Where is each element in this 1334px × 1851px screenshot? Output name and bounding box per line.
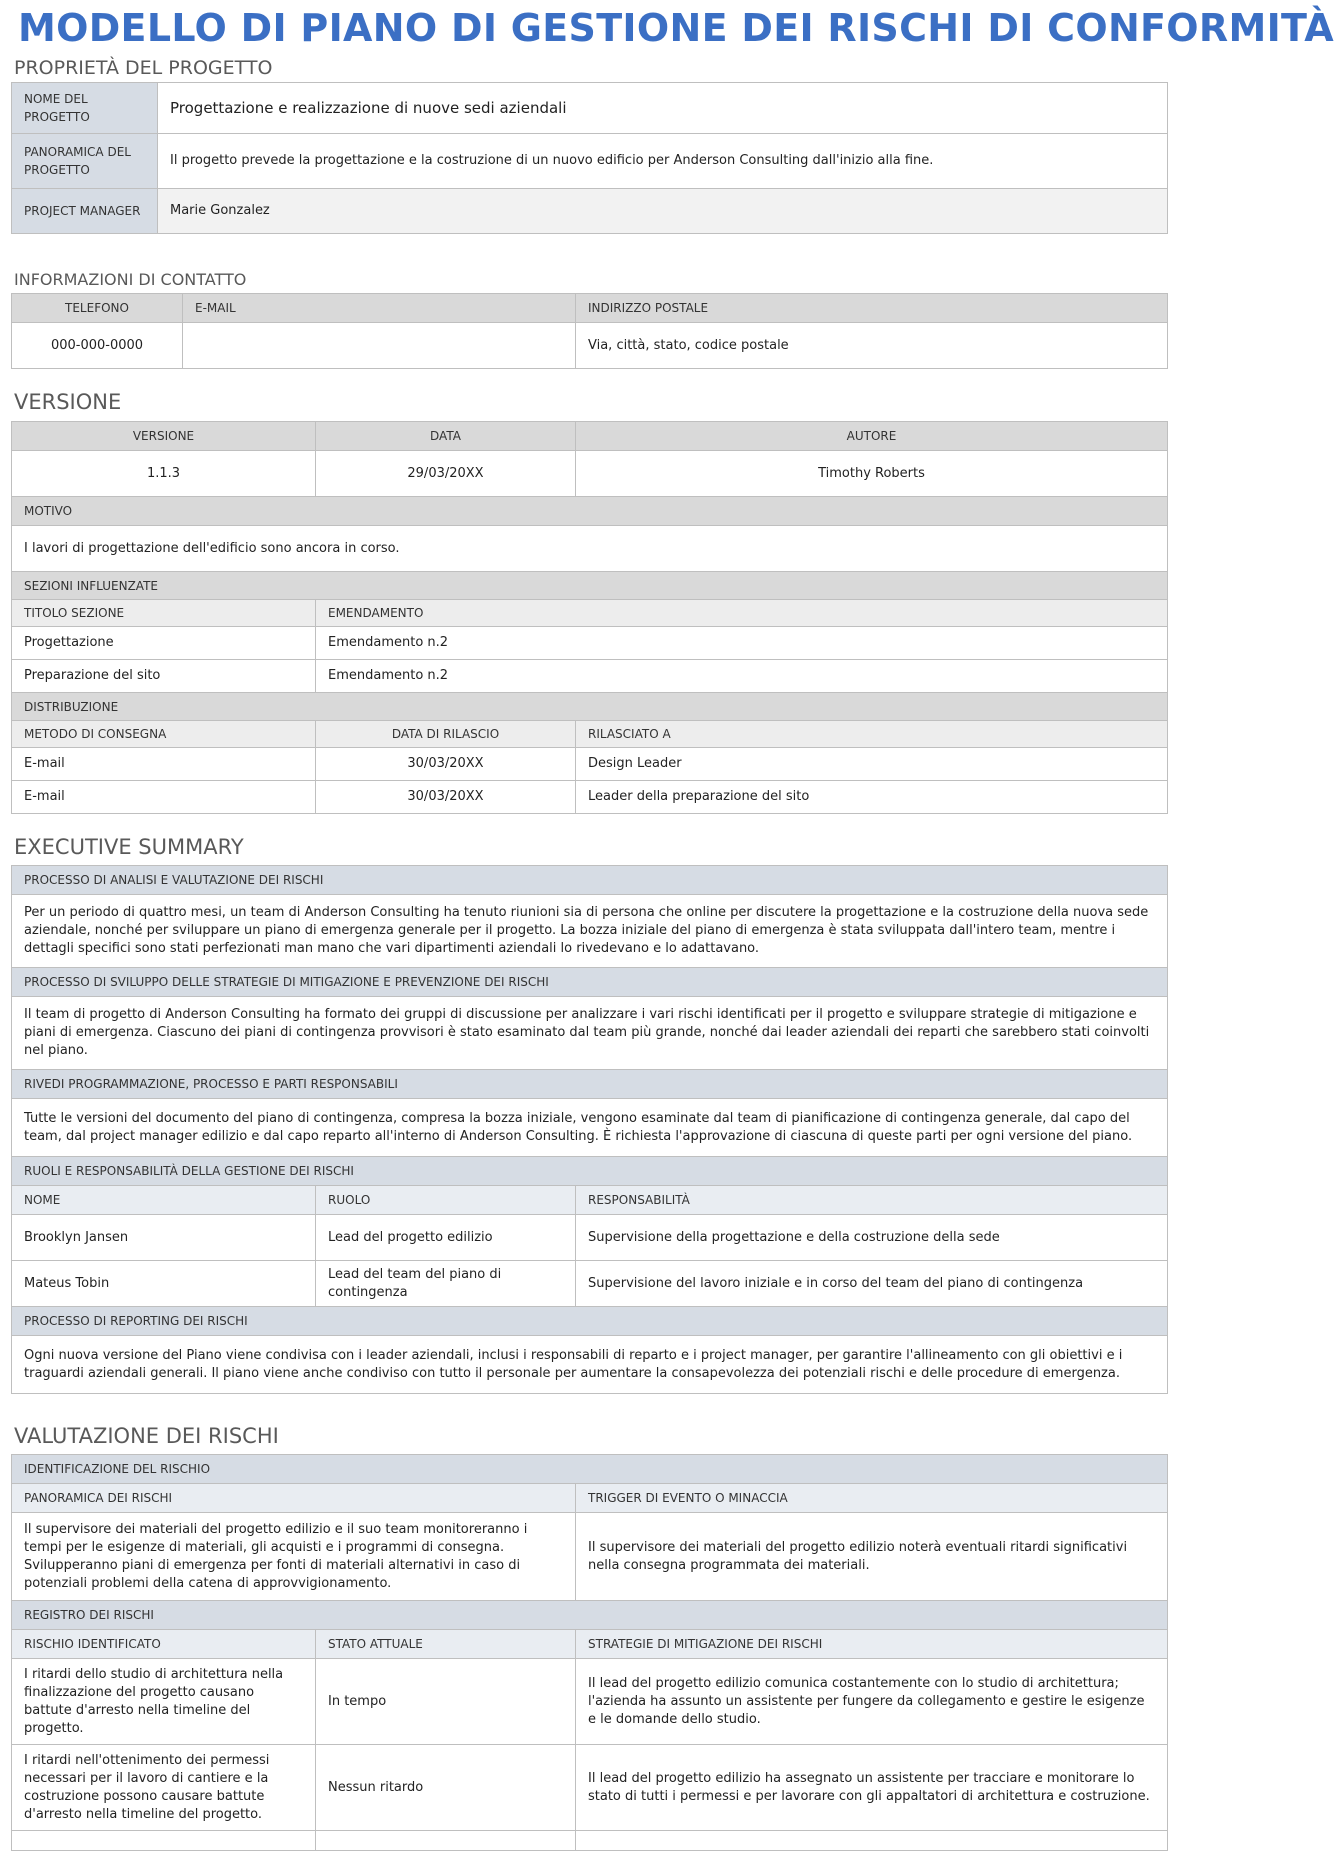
analysis-text[interactable]: Per un periodo di quattro mesi, un team di Anderson Consulting ha tenuto riunioni sia di persona che online per discutere la progettazione e la costruzione della nuova sede aziendale, nonché per sviluppare un piano di emergenza generale per il progetto. La bozza iniziale del piano di emergenza è stata sviluppata dall'intero team, mentre i dettagli specifici sono stati perfezionati man mano che vari dipartimenti aziendali lo rivedevano e lo adattavano. (12, 895, 1168, 968)
roles-label: RUOLI E RESPONSABILITÀ DELLA GESTIONE DEI RISCHI (12, 1157, 1168, 1186)
project-properties-heading: PROPRIETÀ DEL PROGETTO (14, 57, 273, 79)
role-row (12, 1261, 1168, 1307)
contact-table (11, 293, 1168, 369)
register-label: REGISTRO DEI RISCHI (12, 1601, 1168, 1630)
released-to-col: RILASCIATO A (576, 721, 1168, 748)
section-title-col: TITOLO SEZIONE (12, 600, 316, 627)
reason-value[interactable]: I lavori di progettazione dell'edificio sono ancora in corso. (12, 526, 1168, 572)
section-row (12, 627, 1168, 660)
phone-label: TELEFONO (12, 294, 183, 323)
author-label: AUTORE (576, 422, 1168, 451)
status-col: STATO ATTUALE (316, 1630, 576, 1659)
email-value[interactable] (183, 323, 576, 369)
address-value[interactable]: Via, città, stato, codice postale (576, 323, 1168, 369)
name-col: NOME (12, 1186, 316, 1215)
distribution-method[interactable]: E-mail (12, 748, 316, 781)
project-manager-label: PROJECT MANAGER (12, 189, 158, 234)
executive-summary-heading: EXECUTIVE SUMMARY (14, 835, 244, 859)
version-value[interactable]: 1.1.3 (12, 451, 316, 497)
release-date-col: DATA DI RILASCIO (316, 721, 576, 748)
register-row (12, 1659, 1168, 1745)
register-row (12, 1745, 1168, 1831)
role-responsibility[interactable]: Supervisione del lavoro iniziale e in corso del team del piano di contingenza (576, 1261, 1168, 1307)
distribution-label: DISTRIBUZIONE (12, 693, 1168, 721)
project-overview-label: PANORAMICA DEL PROGETTO (12, 134, 158, 189)
register-empty-cell[interactable] (316, 1831, 576, 1851)
trigger-text[interactable]: Il supervisore dei materiali del progetto edilizio noterà eventuali ritardi significativi nella consegna programmata dei materiali. (576, 1513, 1168, 1601)
register-strategy[interactable]: Il lead del progetto edilizio comunica costantemente con lo studio di architettura; l'azienda ha assunto un assistente per fungere da collegamento e gestire le esigenze e le domande dello studio. (576, 1659, 1168, 1745)
distribution-date[interactable]: 30/03/20XX (316, 748, 576, 781)
analysis-label: PROCESSO DI ANALISI E VALUTAZIONE DEI RISCHI (12, 866, 1168, 895)
responsibility-col: RESPONSABILITÀ (576, 1186, 1168, 1215)
reporting-label: PROCESSO DI REPORTING DEI RISCHI (12, 1307, 1168, 1336)
section-amendment[interactable]: Emendamento n.2 (316, 660, 1168, 693)
project-manager-value[interactable]: Marie Gonzalez (158, 189, 1168, 234)
mitigation-text[interactable]: Il team di progetto di Anderson Consulting ha formato dei gruppi di discussione per analizzare i vari rischi identificati per il progetto e sviluppare strategie di mitigazione e piani di emergenza. Ciascuno dei piani di contingenza provvisori è stato esaminato dal team più grande, nonché dai leader aziendali dei reparti che sarebbero stati coinvolti nel piano. (12, 997, 1168, 1070)
role-role[interactable]: Lead del progetto edilizio (316, 1215, 576, 1261)
section-amendment[interactable]: Emendamento n.2 (316, 627, 1168, 660)
version-heading: VERSIONE (14, 390, 122, 414)
section-title[interactable]: Progettazione (12, 627, 316, 660)
review-text[interactable]: Tutte le versioni del documento del piano di contingenza, compresa la bozza iniziale, vengono esaminate dal team di pianificazione di contingenza generale, dal capo del team, dal project manager edilizio e dal capo reparto all'interno di Anderson Consulting. È richiesta l'approvazione di ciascuna di queste parti per ogni versione del piano. (12, 1099, 1168, 1157)
date-label: DATA (316, 422, 576, 451)
author-value[interactable]: Timothy Roberts (576, 451, 1168, 497)
project-overview-value[interactable]: Il progetto prevede la progettazione e la costruzione di un nuovo edificio per Anderson Consulting dall'inizio alla fine. (158, 134, 1168, 189)
date-value[interactable]: 29/03/20XX (316, 451, 576, 497)
distribution-date[interactable]: 30/03/20XX (316, 781, 576, 814)
project-name-value[interactable]: Progettazione e realizzazione di nuove sedi aziendali (158, 83, 1168, 134)
executive-summary-table (11, 865, 1168, 1394)
version-label: VERSIONE (12, 422, 316, 451)
review-label: RIVEDI PROGRAMMAZIONE, PROCESSO E PARTI RESPONSABILI (12, 1070, 1168, 1099)
distribution-to[interactable]: Leader della preparazione del sito (576, 781, 1168, 814)
section-title[interactable]: Preparazione del sito (12, 660, 316, 693)
trigger-col: TRIGGER DI EVENTO O MINACCIA (576, 1484, 1168, 1513)
register-empty-cell[interactable] (12, 1831, 316, 1851)
section-row (12, 660, 1168, 693)
page-title: MODELLO DI PIANO DI GESTIONE DEI RISCHI DI CONFORMITÀ (18, 6, 1334, 50)
risk-assessment-heading: VALUTAZIONE DEI RISCHI (14, 1424, 279, 1448)
risk-overview-col: PANORAMICA DEI RISCHI (12, 1484, 576, 1513)
method-col: METODO DI CONSEGNA (12, 721, 316, 748)
role-col: RUOLO (316, 1186, 576, 1215)
phone-value[interactable]: 000-000-0000 (12, 323, 183, 369)
role-responsibility[interactable]: Supervisione della progettazione e della costruzione della sede (576, 1215, 1168, 1261)
reporting-text[interactable]: Ogni nuova versione del Piano viene condivisa con i leader aziendali, inclusi i responsabili di reparto e i project manager, per garantire l'allineamento con gli obiettivi e i traguardi aziendali generali. Il piano viene anche condiviso con tutto il personale per aumentare la consapevolezza dei potenziali rischi e delle procedure di emergenza. (12, 1336, 1168, 1394)
distribution-row (12, 781, 1168, 814)
role-role[interactable]: Lead del team del piano di contingenza (316, 1261, 576, 1307)
distribution-method[interactable]: E-mail (12, 781, 316, 814)
role-name[interactable]: Mateus Tobin (12, 1261, 316, 1307)
register-strategy[interactable]: Il lead del progetto edilizio ha assegnato un assistente per tracciare e monitorare lo stato di tutti i permessi e per lavorare con gli appaltatori di architettura e costruzione. (576, 1745, 1168, 1831)
email-label: E-MAIL (183, 294, 576, 323)
register-risk[interactable]: I ritardi nell'ottenimento dei permessi necessari per il lavoro di cantiere e la costruzione possono causare battute d'arresto nella timeline del progetto. (12, 1745, 316, 1831)
risk-col: RISCHIO IDENTIFICATO (12, 1630, 316, 1659)
identification-label: IDENTIFICAZIONE DEL RISCHIO (12, 1455, 1168, 1484)
distribution-to[interactable]: Design Leader (576, 748, 1168, 781)
reason-label: MOTIVO (12, 497, 1168, 526)
sections-label: SEZIONI INFLUENZATE (12, 572, 1168, 600)
version-table (11, 421, 1168, 814)
risk-assessment-table (11, 1454, 1168, 1851)
role-name[interactable]: Brooklyn Jansen (12, 1215, 316, 1261)
amendment-col: EMENDAMENTO (316, 600, 1168, 627)
risk-overview-text[interactable]: Il supervisore dei materiali del progetto edilizio e il suo team monitoreranno i tempi per le esigenze di materiali, gli acquisti e i programmi di consegna. Svilupperanno piani di emergenza per fonti di materiali alternativi in caso di potenziali problemi della catena di approvvigionamento. (12, 1513, 576, 1601)
role-row (12, 1215, 1168, 1261)
register-status[interactable]: Nessun ritardo (316, 1745, 576, 1831)
mitigation-label: PROCESSO DI SVILUPPO DELLE STRATEGIE DI MITIGAZIONE E PREVENZIONE DEI RISCHI (12, 968, 1168, 997)
register-status[interactable]: In tempo (316, 1659, 576, 1745)
address-label: INDIRIZZO POSTALE (576, 294, 1168, 323)
strategy-col: STRATEGIE DI MITIGAZIONE DEI RISCHI (576, 1630, 1168, 1659)
project-name-label: NOME DEL PROGETTO (12, 83, 158, 134)
distribution-row (12, 748, 1168, 781)
register-empty-cell[interactable] (576, 1831, 1168, 1851)
project-properties-table (11, 82, 1168, 234)
register-risk[interactable]: I ritardi dello studio di architettura nella finalizzazione del progetto causano battute d'arresto nella timeline del progetto. (12, 1659, 316, 1745)
contact-heading: INFORMAZIONI DI CONTATTO (14, 270, 247, 289)
